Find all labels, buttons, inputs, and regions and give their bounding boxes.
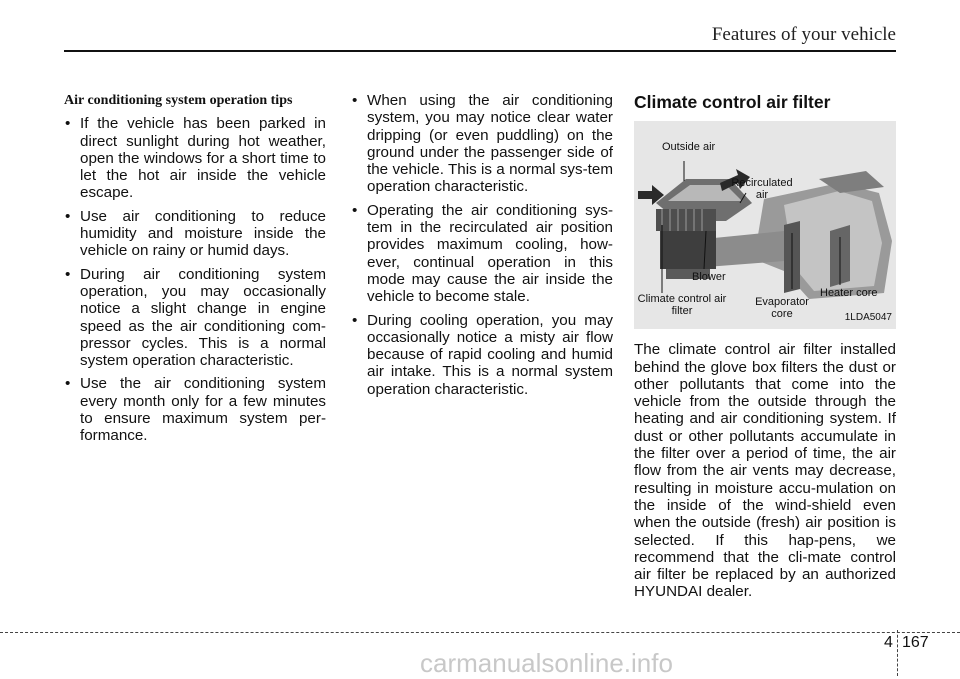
- label-blower: Blower: [692, 271, 726, 284]
- air-filter-diagram: [634, 121, 896, 329]
- list-item: • Use the air conditioning system every month only for a few minutes to ensure maximum system per-formance.: [64, 375, 326, 444]
- list-item: • Operating the air conditioning sys-tem in the recirculated air position provides maximum cooling, how-ever, continual operation in this mode may cause the air inside the vehicle to become stale.: [351, 202, 613, 306]
- header-rule: [64, 50, 896, 52]
- label-evaporator-core: Evaporator core: [755, 296, 809, 321]
- list-item: • Use air conditioning to reduce humidity and moisture inside the vehicle on rainy or humid days.: [64, 208, 326, 260]
- page-number: 167: [902, 634, 929, 651]
- chapter-number: 4: [884, 634, 893, 651]
- left-column: [64, 92, 326, 451]
- middle-column: [351, 92, 613, 404]
- list-item: • During cooling operation, you may occasionally notice a misty air flow because of rapid cooling and humid air intake. This is a normal system operation characteristic.: [351, 312, 613, 398]
- right-column: [634, 92, 896, 601]
- label-outside-air: Outside air: [662, 141, 716, 154]
- running-header-title: Features of your vehicle: [711, 24, 896, 45]
- list-item: • During air conditioning system operation, you may occasionally notice a slight change in engine speed as the air conditioning com-pressor cycles. This is a normal system operation characteristic.: [64, 266, 326, 370]
- site-watermark: carmanualsonline.info: [420, 648, 673, 678]
- label-heater-core: Heater core: [820, 287, 878, 300]
- ac-tips-heading: Air conditioning system operation tips: [64, 93, 293, 108]
- ac-notes-list: [351, 92, 613, 398]
- list-item: • If the vehicle has been parked in direct sunlight during hot weather, open the windows for a short time to let the hot air inside the vehicle escape.: [64, 115, 326, 201]
- page-number-divider: [897, 630, 898, 676]
- figure-code: 1LDA5047: [844, 312, 892, 323]
- section-heading: Climate control air filter: [634, 92, 831, 112]
- label-recirculated-air: Recirculated air: [731, 177, 793, 202]
- air-filter-paragraph: The climate control air filter installed behind the glove box filters the dust or other pollutants that come into the vehicle from the outside through the heating and air conditioning system. If dust or other pollutants accumulate in the filter over a period of time, the air flow from the air vents may decrease, resulting in moisture accu-mulation on the inside of the wind-shield even when the outside (fresh) air position is selected. If this hap-pens, we recommend that the cli-mate control air filter be replaced by an authorized HYUNDAI dealer.: [634, 341, 896, 601]
- label-climate-filter: Climate control air filter: [637, 293, 727, 318]
- footer-rule: [0, 632, 960, 633]
- ac-tips-list: [64, 115, 326, 444]
- list-item: • When using the air conditioning system, you may notice clear water dripping (or even puddling) on the ground under the passenger side of the vehicle. This is a normal sys-tem operation characteristic.: [351, 92, 613, 196]
